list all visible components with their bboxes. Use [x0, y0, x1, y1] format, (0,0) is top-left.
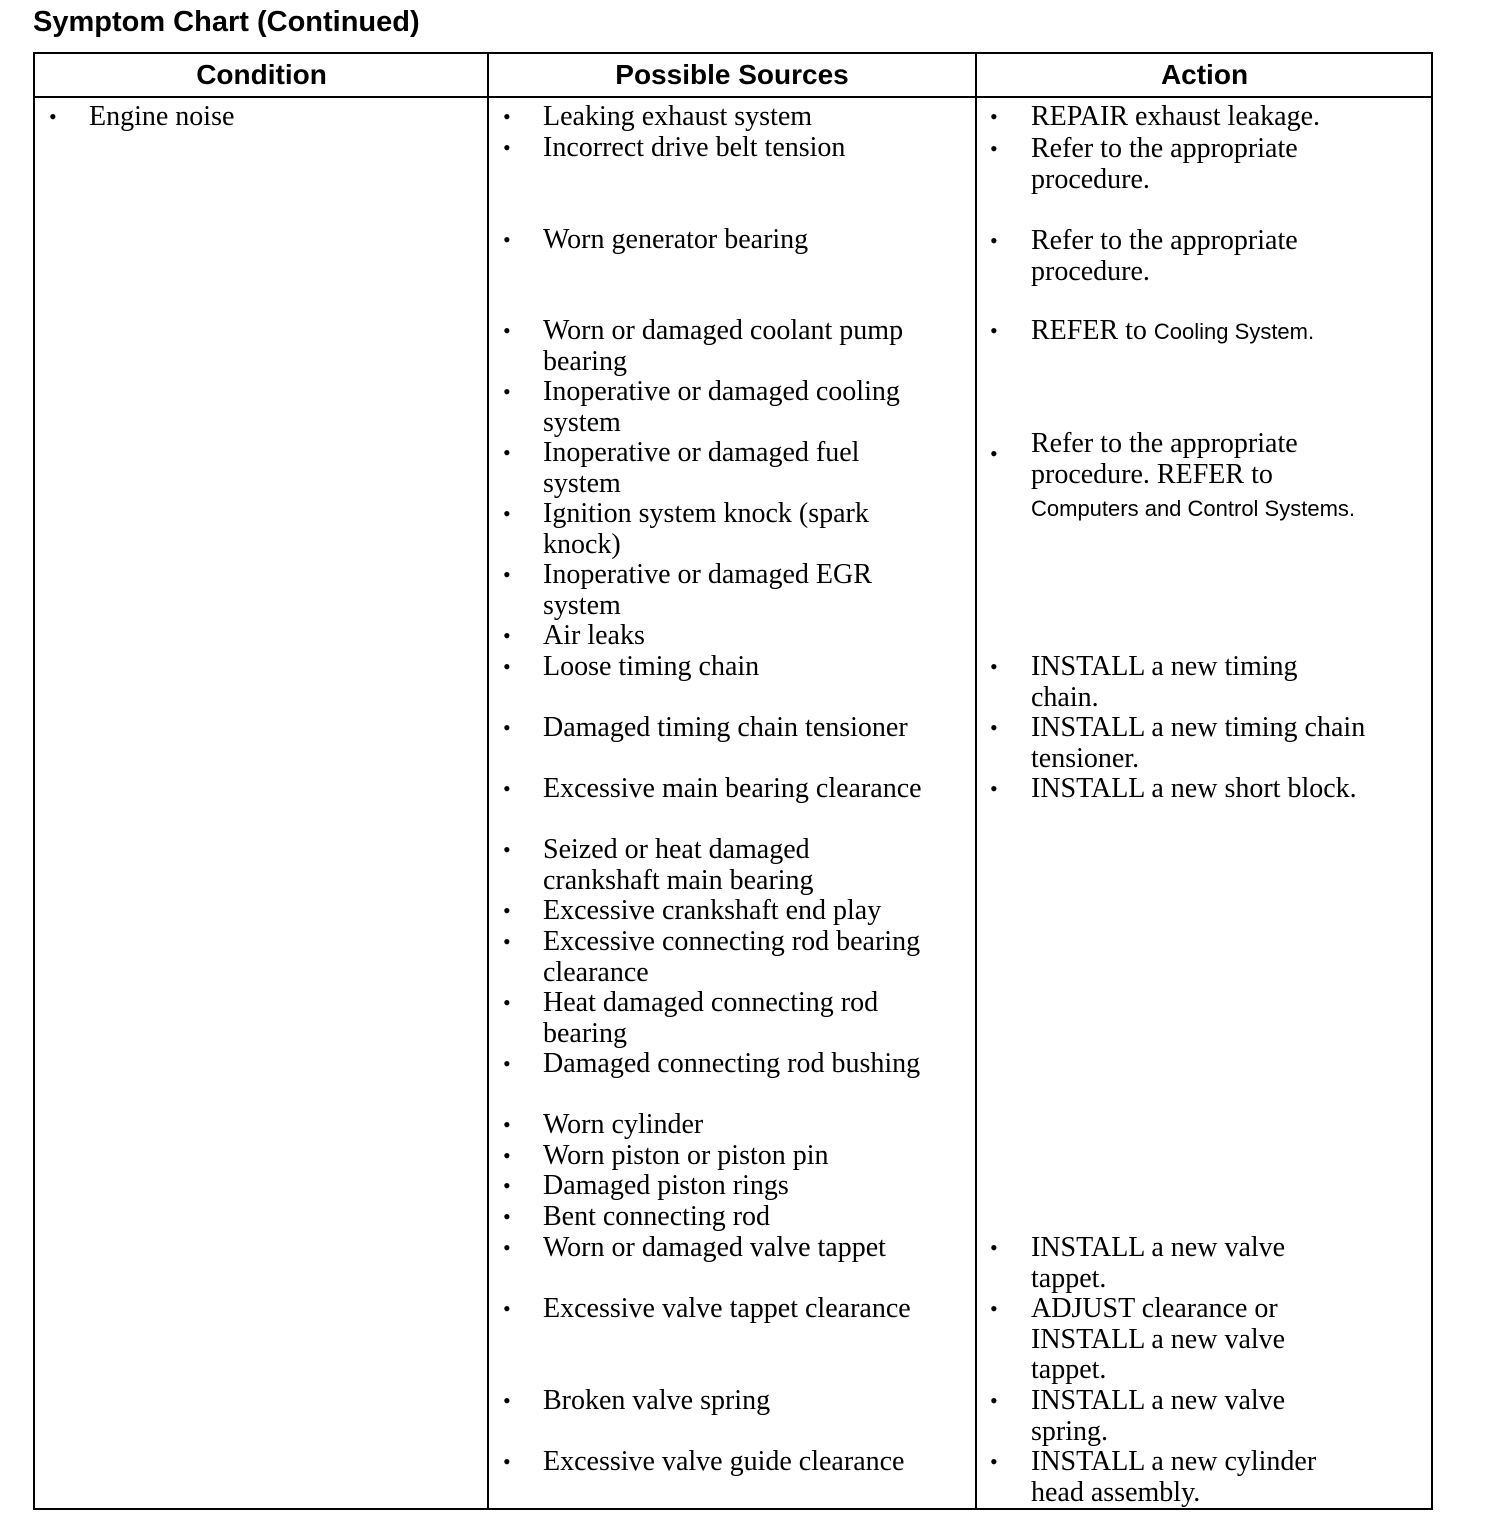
source-text: Worn or damaged coolant pump bearing — [543, 315, 904, 377]
bullet-icon: • — [990, 1296, 998, 1321]
bullet-icon: • — [503, 1112, 511, 1137]
source-text: Broken valve spring — [543, 1385, 771, 1416]
header-possible-sources: Possible Sources — [615, 59, 849, 90]
bullet-icon: • — [990, 441, 998, 466]
source-text: Incorrect drive belt tension — [543, 132, 846, 163]
source-text: Heat damaged connecting rod bearing — [543, 987, 879, 1049]
source-text: Ignition system knock (spark knock) — [543, 498, 869, 560]
action-item — [990, 713, 1430, 774]
source-item — [503, 1171, 923, 1202]
column-divider — [487, 54, 489, 1508]
bullet-icon: • — [503, 1051, 511, 1076]
source-text: Worn piston or piston pin — [543, 1140, 829, 1171]
header-action: Action — [1160, 59, 1249, 90]
bullet-icon: • — [990, 136, 998, 161]
bullet-icon: • — [990, 318, 998, 343]
source-text: Seized or heat damaged crankshaft main bearing — [543, 834, 814, 896]
source-item — [503, 713, 923, 744]
bullet-icon: • — [503, 318, 511, 343]
source-text: Air leaks — [543, 620, 645, 651]
bullet-icon: • — [503, 929, 511, 954]
source-text: Excessive main bearing clearance — [543, 773, 922, 804]
bullet-icon: • — [503, 837, 511, 862]
source-item — [503, 1233, 923, 1264]
source-item — [503, 377, 923, 438]
page-title: Symptom Chart (Continued) — [33, 6, 420, 38]
source-item — [503, 1110, 923, 1141]
bullet-icon: • — [503, 1143, 511, 1168]
bullet-icon: • — [990, 1388, 998, 1413]
action-refer-text: REFER to — [1031, 315, 1147, 346]
bullet-icon: • — [503, 227, 511, 252]
source-item — [503, 835, 923, 896]
source-item — [503, 988, 923, 1049]
source-item — [503, 1294, 923, 1325]
bullet-icon: • — [503, 104, 511, 129]
source-item — [503, 225, 923, 256]
source-text: Inoperative or damaged EGR system — [543, 559, 872, 621]
source-item — [503, 102, 923, 133]
source-item — [503, 927, 923, 988]
condition-item — [49, 102, 469, 133]
bullet-icon: • — [990, 776, 998, 801]
bullet-icon: • — [503, 440, 511, 465]
bullet-icon: • — [503, 654, 511, 679]
bullet-icon: • — [503, 715, 511, 740]
action-text: Refer to the appropriate procedure. — [1031, 225, 1298, 287]
action-text: INSTALL a new timing chain. — [1031, 651, 1298, 713]
action-item — [990, 1294, 1320, 1386]
source-item — [503, 1202, 923, 1233]
action-text — [1031, 316, 1420, 348]
bullet-icon: • — [503, 562, 511, 587]
source-item — [503, 652, 923, 683]
action-item — [990, 1386, 1320, 1447]
cooling-system-reference: Cooling System. — [1153, 319, 1315, 344]
source-item — [503, 133, 923, 164]
action-item — [990, 429, 1420, 525]
bullet-icon: • — [503, 776, 511, 801]
source-text: Worn generator bearing — [543, 224, 809, 255]
source-item — [503, 1049, 923, 1080]
table-header-row — [35, 54, 1431, 98]
source-item — [503, 621, 923, 652]
source-text: Excessive valve tappet clearance — [543, 1293, 911, 1324]
source-text: Excessive connecting rod bearing clearance — [543, 926, 921, 988]
source-text: Damaged timing chain tensioner — [543, 712, 908, 743]
source-text: Worn or damaged valve tappet — [543, 1232, 886, 1263]
source-item — [503, 438, 923, 499]
source-text: Excessive valve guide clearance — [543, 1446, 905, 1477]
bullet-icon: • — [503, 379, 511, 404]
source-item — [503, 774, 923, 805]
source-item — [503, 1447, 923, 1478]
action-text: INSTALL a new timing chain tensioner. — [1031, 712, 1366, 774]
source-text: Inoperative or damaged fuel system — [543, 437, 860, 499]
computers-control-systems-reference: Computers and Control Systems. — [1031, 496, 1356, 522]
bullet-icon: • — [990, 1449, 998, 1474]
bullet-icon: • — [503, 623, 511, 648]
condition-text: Engine noise — [89, 101, 235, 132]
source-text: Bent connecting rod — [543, 1201, 771, 1232]
bullet-icon: • — [503, 501, 511, 526]
source-item — [503, 896, 923, 927]
bullet-icon: • — [990, 715, 998, 740]
header-condition: Condition — [196, 59, 327, 90]
bullet-icon: • — [990, 104, 998, 129]
symptom-table — [33, 52, 1433, 1510]
source-text: Loose timing chain — [543, 651, 760, 682]
source-text: Worn cylinder — [543, 1109, 704, 1140]
source-item — [503, 316, 923, 377]
bullet-icon: • — [990, 654, 998, 679]
bullet-icon: • — [49, 104, 57, 129]
action-text: Refer to the appropriate procedure. — [1031, 133, 1298, 195]
source-item — [503, 1386, 923, 1417]
column-divider — [975, 54, 977, 1508]
bullet-icon: • — [503, 135, 511, 160]
action-text: INSTALL a new short block. — [1031, 773, 1357, 804]
bullet-icon: • — [990, 1235, 998, 1260]
source-item — [503, 1141, 923, 1172]
action-item — [990, 1233, 1320, 1294]
bullet-icon: • — [503, 1388, 511, 1413]
source-item — [503, 560, 923, 621]
action-text — [1031, 429, 1420, 525]
source-text: Damaged connecting rod bushing — [543, 1048, 921, 1079]
action-text: INSTALL a new cylinder head assembly. — [1031, 1446, 1317, 1508]
action-item — [990, 102, 1420, 133]
bullet-icon: • — [503, 1235, 511, 1260]
bullet-icon: • — [503, 1449, 511, 1474]
action-item — [990, 652, 1342, 713]
action-item — [990, 134, 1342, 195]
bullet-icon: • — [990, 228, 998, 253]
action-item — [990, 774, 1430, 805]
action-refer-text: Refer to the appropriate procedure. REFER to — [1031, 428, 1298, 490]
source-text: Leaking exhaust system — [543, 101, 813, 132]
action-text: INSTALL a new valve spring. — [1031, 1385, 1286, 1447]
source-item — [503, 499, 923, 560]
source-text: Damaged piston rings — [543, 1170, 789, 1201]
action-item — [990, 316, 1420, 348]
bullet-icon: • — [503, 898, 511, 923]
action-item — [990, 1447, 1370, 1508]
bullet-icon: • — [503, 1173, 511, 1198]
action-text: REPAIR exhaust leakage. — [1031, 101, 1321, 132]
bullet-icon: • — [503, 990, 511, 1015]
source-text: Excessive crankshaft end play — [543, 895, 882, 926]
bullet-icon: • — [503, 1296, 511, 1321]
bullet-icon: • — [503, 1204, 511, 1229]
action-text: ADJUST clearance or INSTALL a new valve tappet. — [1031, 1293, 1286, 1386]
action-item — [990, 226, 1342, 287]
source-text: Inoperative or damaged cooling system — [543, 376, 900, 438]
action-text: INSTALL a new valve tappet. — [1031, 1232, 1286, 1294]
